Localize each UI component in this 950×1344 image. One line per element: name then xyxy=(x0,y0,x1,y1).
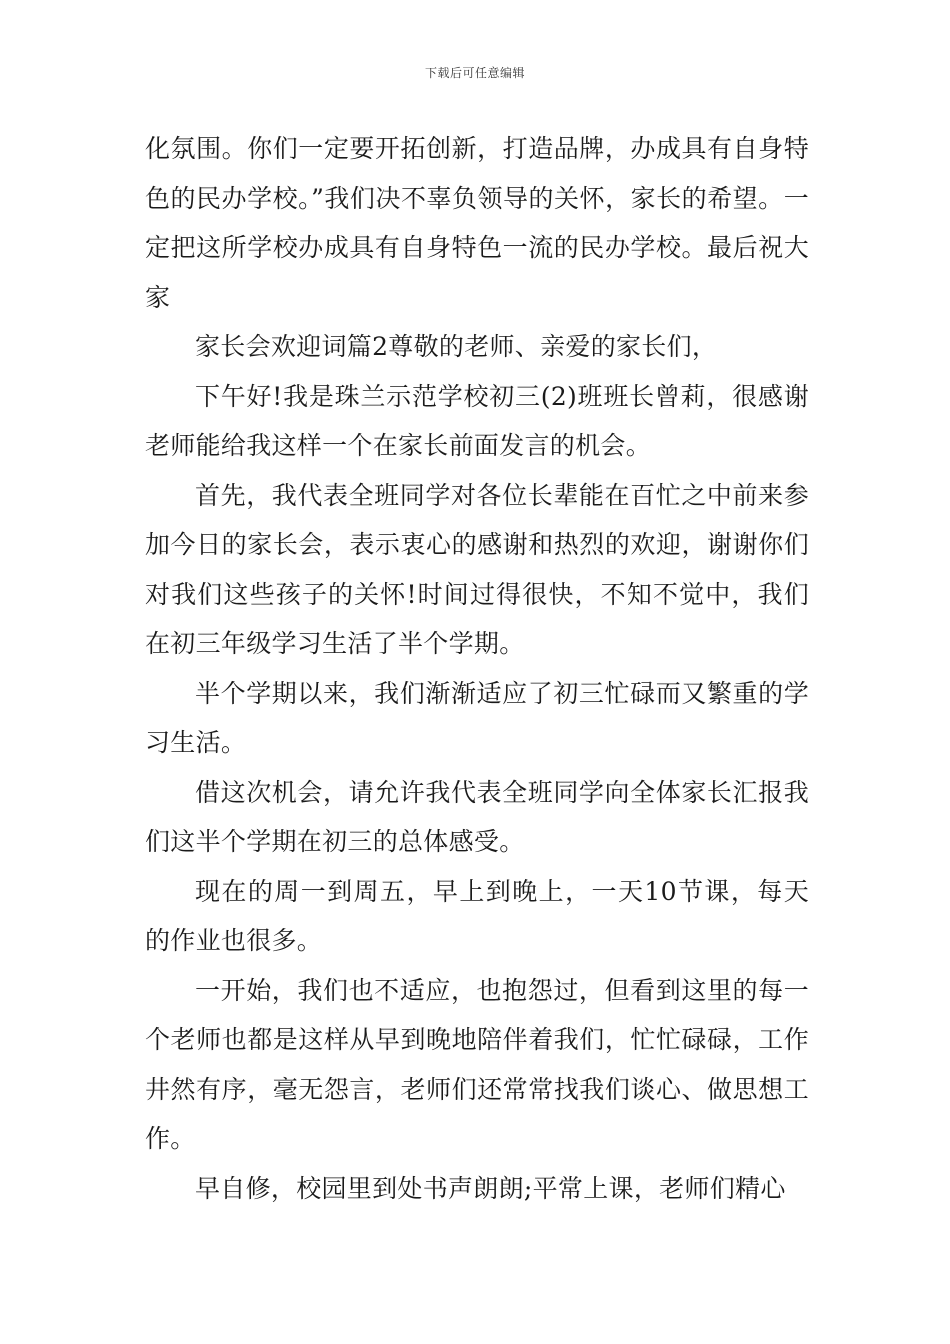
paragraph-6: 借这次机会，请允许我代表全班同学向全体家长汇报我们这半个学期在初三的总体感受。 xyxy=(145,777,809,856)
paragraph-1: 化氛围。你们一定要开拓创新，打造品牌，办成具有自身特色的民办学校。”我们决不辜负领导的关怀，家长的希望。一定把这所学校办成具有自身特色一流的民办学校。最后祝大家 xyxy=(145,134,809,312)
paragraph-4: 首先，我代表全班同学对各位长辈能在百忙之中前来参加今日的家长会，表示衷心的感谢和热烈的欢迎，谢谢你们对我们这些孩子的关怀!时间过得很快，不知不觉中，我们在初三年级学习生活了半个学期。 xyxy=(145,480,809,658)
document-body xyxy=(145,124,809,1213)
paragraph-3: 下午好!我是珠兰示范学校初三(2)班班长曾莉，很感谢老师能给我这样一个在家长前面发言的机会。 xyxy=(145,381,809,460)
paragraph-7: 现在的周一到周五，早上到晚上，一天10节课，每天的作业也很多。 xyxy=(145,876,809,955)
header-note: 下载后可任意编辑 xyxy=(424,66,525,80)
paragraph-8: 一开始，我们也不适应，也抱怨过，但看到这里的每一个老师也都是这样从早到晚地陪伴着我们，忙忙碌碌，工作井然有序，毫无怨言，老师们还常常找我们谈心、做思想工作。 xyxy=(145,975,809,1153)
paragraph-5: 半个学期以来，我们渐渐适应了初三忙碌而又繁重的学习生活。 xyxy=(145,678,809,757)
paragraph-2: 家长会欢迎词篇2尊敬的老师、亲爱的家长们， xyxy=(195,332,718,361)
paragraph-9: 早自修，校园里到处书声朗朗;平常上课，老师们精心 xyxy=(195,1173,786,1203)
